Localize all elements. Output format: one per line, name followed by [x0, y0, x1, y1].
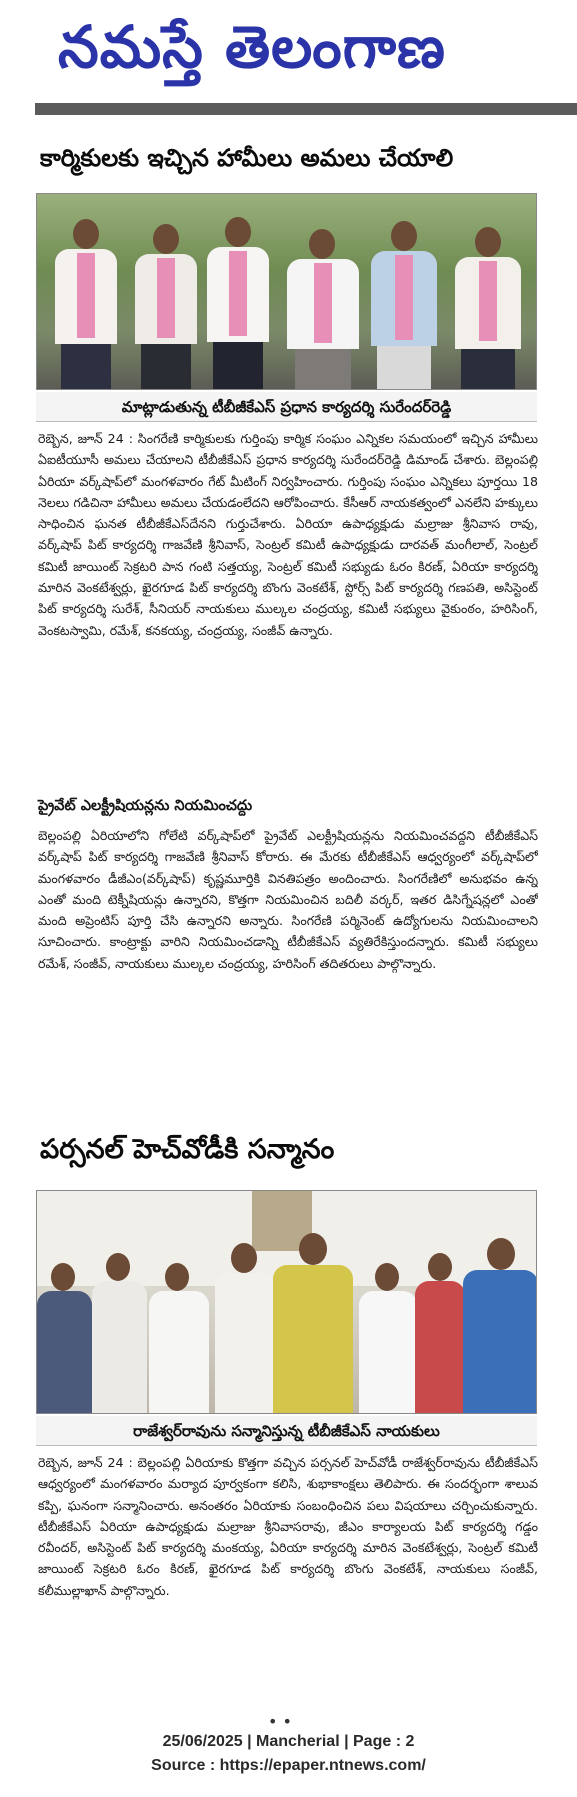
- footer-date-line: 25/06/2025 | Mancherial | Page : 2: [162, 1733, 415, 1750]
- photo-person: [463, 1238, 537, 1413]
- photo-person: [371, 221, 437, 389]
- photo-person: [455, 227, 521, 389]
- article1-photo-caption: మాట్లాడుతున్న టీబీజీకేఎస్ ప్రధాన కార్యదర్శి సురేందర్‌రెడ్డి: [36, 392, 537, 422]
- end-separator: • •: [268, 1712, 292, 1731]
- photo-person: [149, 1263, 209, 1413]
- photo-person: [92, 1253, 147, 1413]
- article1-subheading: ప్రైవేట్ ఎలక్ట్రీషియన్లను నియమించద్దు: [38, 798, 253, 814]
- photo-person: [359, 1263, 417, 1413]
- photo-person: [135, 224, 197, 389]
- article2-photo-caption: రాజేశ్వర్‌రావును సన్మానిస్తున్న టీబీజీకేఎస్ నాయకులు: [36, 1416, 537, 1446]
- article2-paragraph: రెబ్బెన, జూన్ 24 : బెల్లంపల్లి ఏరియాకు కొత్తగా వచ్చిన పర్సనల్ హెచ్‌వోడీ రాజేశ్వర్‌రావును టీబీజీకేఎస్ ఆధ్వర్యంలో మంగళవారం మర్యాద పూర్వకంగా కలిసి, శుభాకాంక్షలు తెలిపారు. ఈ సందర్భంగా శాలువ కప్పి, ఘనంగా సన్మానించారు. అనంతరం ఏరియాకు సంబంధించిన పలు విషయాలు చర్చించుకున్నారు. టీబీజీకేఎస్ ఏరియా ఉపాధ్యక్షుడు మల్రాజు శ్రీనివాసరావు, జీఎం కార్యాలయ పిట్ కార్యదర్శి గడ్డం రవీందర్, అసిస్టెంట్ పిట్ కార్యదర్శి మంకయ్య, ఏరియా కార్యదర్శి మారిన వెంకటేశ్వర్లు, సెంట్రల్ కమిటీ జాయింట్ సెక్రటరి ఓరం కిరణ్, ఖైరగూడ పిట్ కార్యదర్శి బొంగు వెంకటేశ్, నాయకులు సంజీవ్, కలీముల్లాఖాన్ పాల్గొన్నారు.: [38, 1455, 538, 1598]
- photo-person: [273, 1233, 353, 1413]
- photo-person: [415, 1253, 465, 1413]
- article2-headline: పర్సనల్ హెచ్‌వోడీకి సన్మానం: [40, 1134, 335, 1165]
- article1-paragraph-2: బెల్లంపల్లి ఏరియాలోని గోలేటి వర్క్‌షాప్‌లో ప్రైవేట్ ఎలక్ట్రీషియన్లను నియమించవద్దని టీబీజీకేఎస్ వర్క్‌షాప్ పిట్ కార్యదర్శి గాజవేణి శ్రీనివాస్ కోరారు. ఈ మేరకు టీబీజీకేఎస్ ఆధ్వర్యంలో వర్క్‌షాప్‌లో మంగళవారం డీజీఎం(వర్క్‌షాప్) కృష్ణమూర్తికి వినతిపత్రం అందించారు. సింగరేణిలో అనుభవం ఉన్న ఎంతో మంది టెక్నీషియన్లు ఉన్నారని, కొత్తగా నియమించిన బదిలీ వర్కర్, ఇతర డిసిగ్నేషన్లలో ఎంతో మంది అప్రెంటిస్ పూర్తి చేసి ఉన్నారని అన్నారు. సింగరేణి పర్మినెంట్ ఉద్యోగులను నియమించాలని సూచించారు. కాంట్రాక్టు వారిని నియమించడాన్ని టీబీజీకేఎస్ వ్యతిరేకిస్తుందన్నారు. కమిటీ సభ్యులు రమేశ్, సంజీవ్, నాయకులు ముల్కల చంద్రయ్య, హరిసింగ్ తదితరులు పాల్గొన్నారు.: [38, 828, 538, 971]
- photo-person: [207, 217, 269, 389]
- article2-photo: [36, 1190, 537, 1414]
- newspaper-title: నమస్తే తెలంగాణ: [58, 13, 446, 81]
- photo-person: [287, 229, 359, 389]
- article1-headline: కార్మికులకు ఇచ్చిన హామీలు అమలు చేయాలి: [40, 144, 454, 172]
- photo-person: [55, 219, 117, 389]
- footer-source-line: Source : https://epaper.ntnews.com/: [151, 1757, 426, 1774]
- masthead-divider: [35, 103, 577, 115]
- photo-person: [215, 1243, 275, 1413]
- article1-photo: [36, 193, 537, 390]
- photo-person: [37, 1263, 92, 1413]
- masthead: [0, 0, 577, 112]
- article1-paragraph: రెబ్బెన, జూన్ 24 : సింగరేణి కార్మికులకు గుర్తింపు కార్మిక సంఘం ఎన్నికల సమయంలో ఇచ్చిన హామీలు ఏఐటీయూసీ అమలు చేయాలని టీబీజీకేఎస్ ప్రధాన కార్యదర్శి సురేందర్‌రెడ్డి డిమాండ్ చేశారు. బెల్లంపల్లి ఏరియా వర్క్‌షాప్‌లో మంగళవారం గేట్ మీటింగ్ నిర్వహించారు. గుర్తింపు సంఘం ఎన్నికలు పూర్తయి 18 నెలలు గడిచినా హామీలు అమలు చేయడంలేదని ఆరోపించారు. కేసీఆర్ నాయకత్వంలో ఎనలేని హక్కులు సాధించిన ఘనత టీబీజీకేఎస్‌దేనని గుర్తుచేశారు. ఏరియా ఉపాధ్యక్షుడు మల్రాజు శ్రీనివాస రావు, వర్క్‌షాప్ పిట్ కార్యదర్శి గాజవేణి శ్రీనివాస్, సెంట్రల్ కమిటీ ఉపాధ్యక్షుడు దారవత్ మంగీలాల్, సెంట్రల్ కమిటీ జాయింట్ సెక్రటరి పాన గంటి సత్తయ్య, సెంట్రల్ కమిటీ సభ్యుడు ఓరం కిరణ్, ఏరియా కార్యదర్శి మారిన వెంకటేశ్వర్లు, ఖైరగూడ పిట్ కార్యదర్శి బొంగు వెంకటేశ్, స్టోర్స్ పిట్ కార్యదర్శి గణపతి, అసిస్టెంట్ పిట్ కార్యదర్శి సురేశ్, సీనియర్ నాయకులు ముల్కల చంద్రయ్య, కమిటీ సభ్యులు వైకుంఠం, హరిసింగ్, వెంకటస్వామి, రమేశ్, కనకయ్య, చంద్రయ్య, సంజీవ్ ఉన్నారు.: [38, 431, 538, 638]
